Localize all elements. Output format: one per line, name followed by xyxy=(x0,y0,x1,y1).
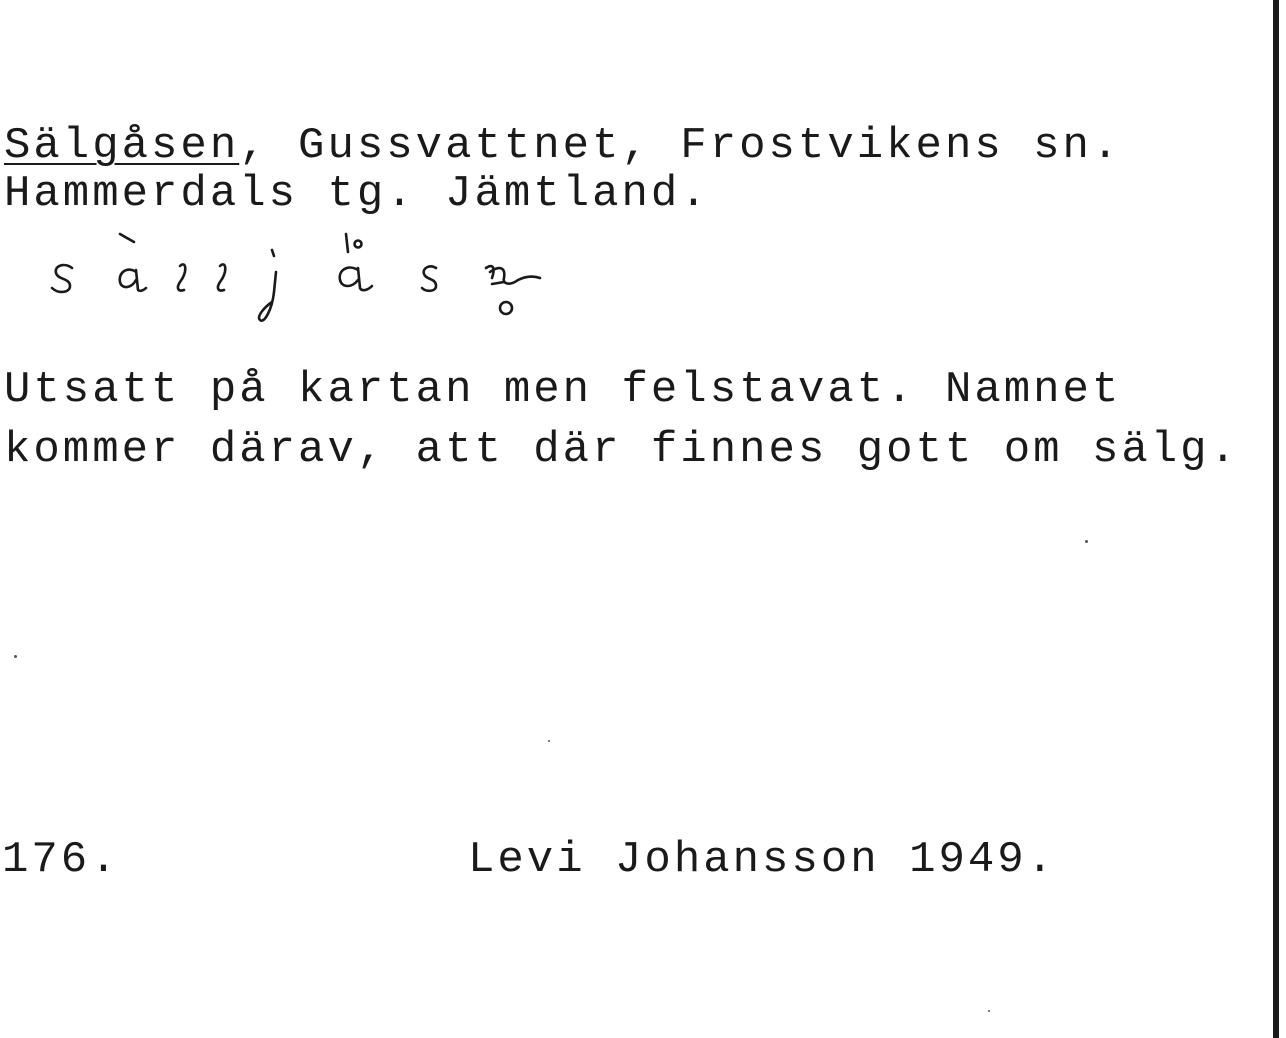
card-edge-shadow xyxy=(1273,0,1279,1038)
district-line: Hammerdals tg. Jämtland. xyxy=(4,169,710,219)
heading-location: , Gussvattnet, Frostvikens sn. xyxy=(239,121,1122,171)
note-line-1: Utsatt på kartan men felstavat. Namnet xyxy=(4,365,1122,415)
place-name: Sälgåsen xyxy=(4,121,240,171)
handwritten-phonetic-transcription xyxy=(40,222,580,332)
scan-speck xyxy=(988,1010,990,1012)
note-line-2: kommer därav, att där finnes gott om sälg. xyxy=(4,425,1239,475)
scan-speck xyxy=(14,655,17,658)
scan-speck xyxy=(548,740,550,742)
signature-line: Levi Johansson 1949. xyxy=(468,835,1057,885)
scan-speck xyxy=(1085,540,1088,543)
card-number: 176. xyxy=(2,835,120,885)
heading-line xyxy=(4,121,1122,171)
